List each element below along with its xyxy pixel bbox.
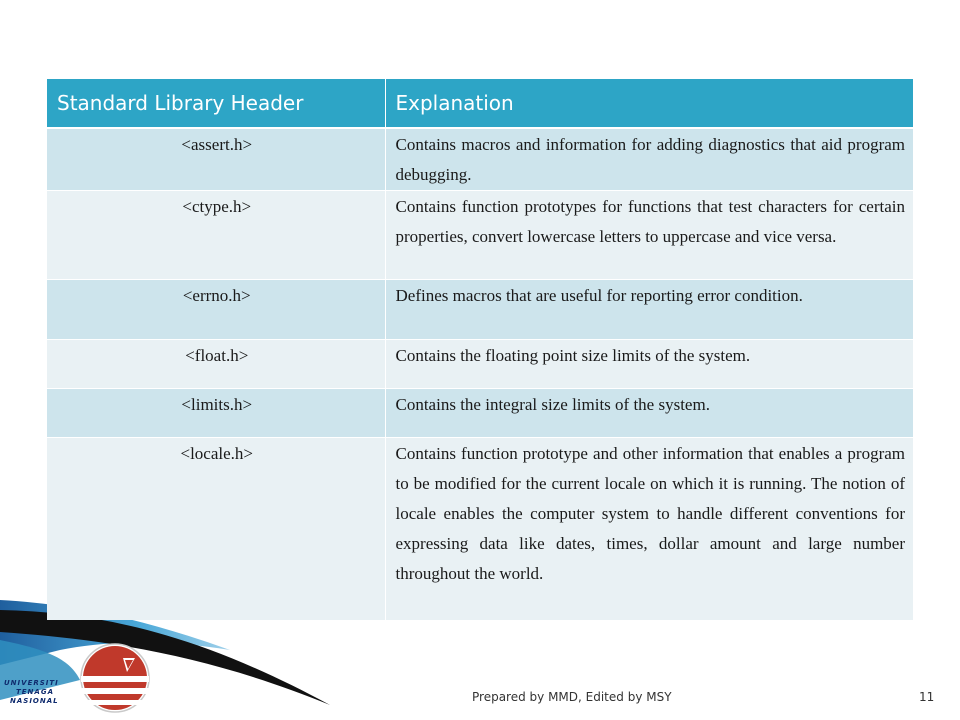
header-name-cell: <assert.h> xyxy=(47,128,385,191)
logo-line: NASIONAL xyxy=(10,697,59,705)
explanation-cell: Defines macros that are useful for reporting error condition. xyxy=(385,280,913,340)
standard-library-table xyxy=(47,79,913,620)
table-row xyxy=(47,191,913,280)
table-row xyxy=(47,438,913,620)
explanation-cell: Contains the floating point size limits of the system. xyxy=(385,340,913,389)
header-name-cell: <ctype.h> xyxy=(47,191,385,280)
header-name-cell: <limits.h> xyxy=(47,389,385,438)
logo-line: TENAGA xyxy=(16,688,54,696)
table-row xyxy=(47,280,913,340)
column-header-explanation: Explanation xyxy=(385,79,913,128)
header-name-cell: <errno.h> xyxy=(47,280,385,340)
table-header-row xyxy=(47,79,913,128)
explanation-cell: Contains the integral size limits of the system. xyxy=(385,389,913,438)
logo-text xyxy=(4,679,84,706)
explanation-cell: Contains function prototypes for functions that test characters for certain properties, convert lowercase letters to uppercase and vice versa. xyxy=(385,191,913,280)
explanation-cell: Contains function prototype and other information that enables a program to be modified for the current locale on which it is running. The notion of locale enables the computer system to handle different conventions for expressing data like dates, times, dollar amount and large number throughout the world. xyxy=(385,438,913,620)
logo-line: UNIVERSITI xyxy=(4,679,59,687)
table-row xyxy=(47,389,913,438)
table-row xyxy=(47,340,913,389)
explanation-cell: Contains macros and information for adding diagnostics that aid program debugging. xyxy=(385,128,913,191)
university-logo xyxy=(81,644,149,712)
column-header-library: Standard Library Header xyxy=(47,79,385,128)
header-name-cell: <float.h> xyxy=(47,340,385,389)
footer-credit: Prepared by MMD, Edited by MSY xyxy=(472,690,672,704)
header-name-cell: <locale.h> xyxy=(47,438,385,620)
page-number: 11 xyxy=(919,690,935,704)
table-row xyxy=(47,128,913,191)
